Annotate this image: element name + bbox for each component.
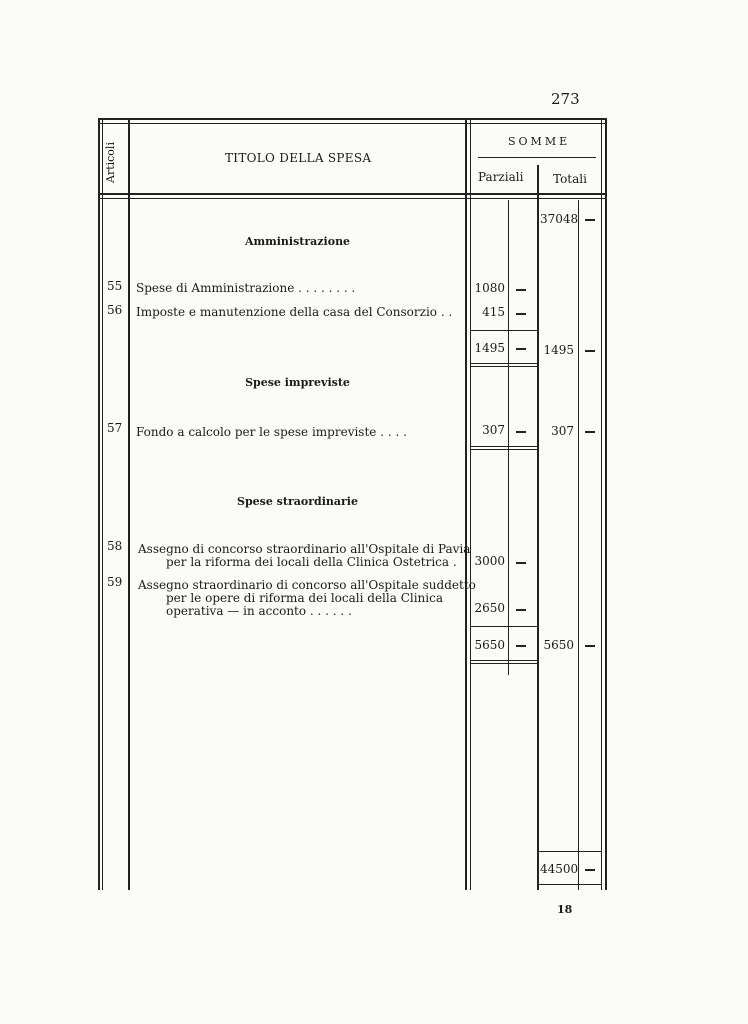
footer-mark: 18 bbox=[557, 903, 573, 916]
header-articoli: Articoli bbox=[104, 142, 117, 183]
subtotal-amm-tot-cents bbox=[585, 350, 595, 352]
row-text-57: Fondo a calcolo per le spese impreviste . . . . bbox=[136, 425, 407, 439]
row-parziale-56: 415 bbox=[482, 305, 505, 319]
header-titolo: TITOLO DELLA SPESA bbox=[225, 151, 372, 165]
row-art-55: 55 bbox=[107, 279, 123, 293]
section-impreviste: Spese impreviste bbox=[245, 376, 350, 389]
row-parziale-58: 3000 bbox=[474, 554, 505, 568]
subtotal-str-parz-cents bbox=[516, 645, 526, 647]
subtotal-amm-parziale: 1495 bbox=[474, 341, 505, 355]
row-art-58: 58 bbox=[107, 539, 123, 553]
row-art-59: 59 bbox=[107, 575, 123, 589]
row-cents-56 bbox=[516, 313, 526, 315]
row-cents-57 bbox=[516, 431, 526, 433]
grand-total: 44500 bbox=[540, 862, 579, 876]
row-art-57: 57 bbox=[107, 421, 123, 435]
row-text-59-l3: operativa — in acconto . . . . . . bbox=[166, 604, 352, 618]
subtotal-str-totale: 5650 bbox=[543, 638, 574, 652]
header-parziali: Parziali bbox=[478, 170, 524, 184]
row-text-58-l1: Assegno di concorso straordinario all'Ospitale di Pavia bbox=[138, 542, 471, 556]
row-cents-55 bbox=[516, 289, 526, 291]
header-somme: SOMME bbox=[508, 135, 571, 148]
row-text-59-l1: Assegno straordinario di concorso all'Ospitale suddetto bbox=[138, 578, 476, 592]
subtotal-amm-parz-cents bbox=[516, 348, 526, 350]
subtotal-imp-tot-cents bbox=[585, 431, 595, 433]
row-text-55: Spese di Amministrazione . . . . . . . . bbox=[136, 281, 356, 295]
page-number: 273 bbox=[551, 90, 580, 108]
subtotal-str-tot-cents bbox=[585, 645, 595, 647]
carried-forward-total: 37048 bbox=[540, 212, 579, 226]
grand-total-cents bbox=[585, 869, 595, 871]
section-straordinarie: Spese straordinarie bbox=[237, 495, 358, 508]
row-parziale-57: 307 bbox=[482, 423, 505, 437]
row-parziale-55: 1080 bbox=[474, 281, 505, 295]
row-text-59-l2: per le opere di riforma dei locali della Clinica bbox=[166, 591, 443, 605]
row-cents-59 bbox=[516, 609, 526, 611]
subtotal-str-parziale: 5650 bbox=[474, 638, 505, 652]
section-amministrazione: Amministrazione bbox=[244, 235, 351, 248]
subtotal-amm-totale: 1495 bbox=[543, 343, 574, 357]
subtotal-imp-totale: 307 bbox=[551, 424, 574, 438]
row-text-56: Imposte e manutenzione della casa del Consorzio . . bbox=[136, 305, 453, 319]
row-art-56: 56 bbox=[107, 303, 123, 317]
header-totali: Totali bbox=[553, 172, 587, 186]
carried-forward-cents bbox=[585, 219, 595, 221]
row-text-58-l2: per la riforma dei locali della Clinica Ostetrica . bbox=[166, 555, 457, 569]
row-cents-58 bbox=[516, 562, 526, 564]
row-parziale-59: 2650 bbox=[474, 601, 505, 615]
